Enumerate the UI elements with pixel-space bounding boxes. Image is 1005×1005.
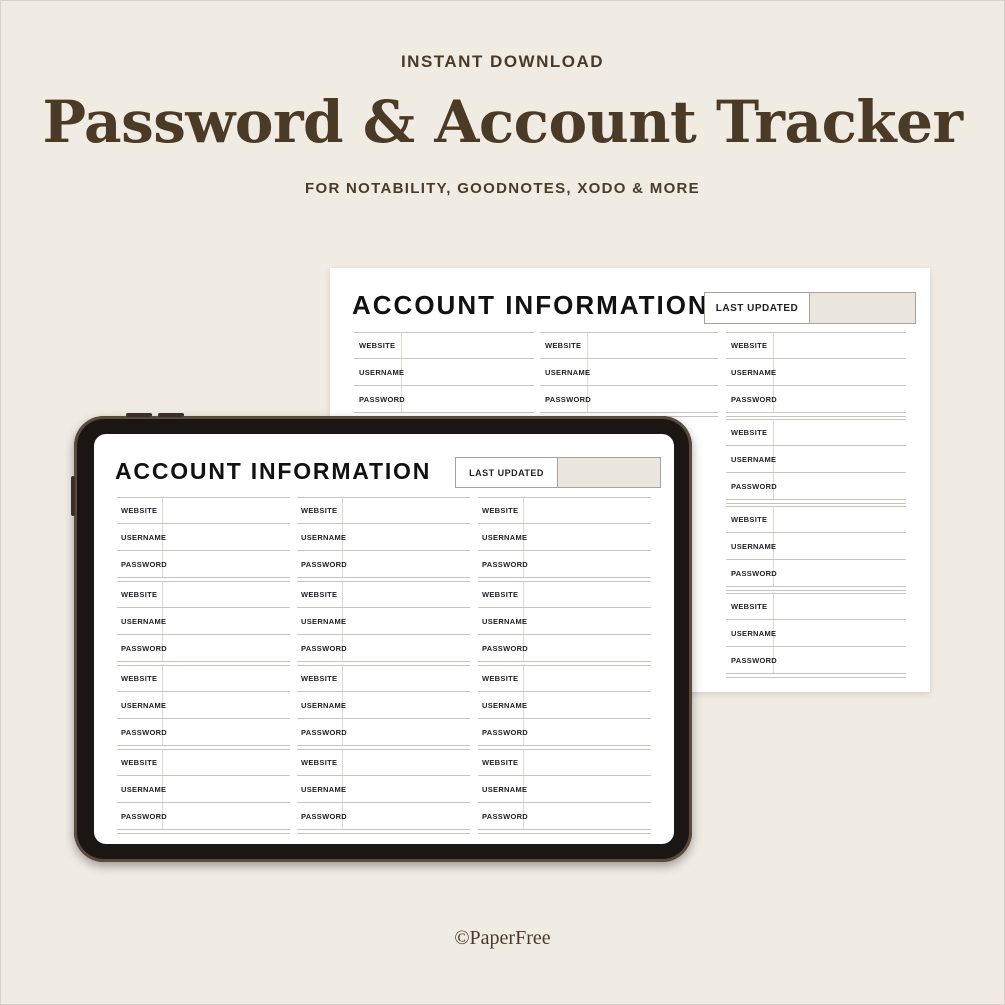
website-label: WEBSITE: [726, 419, 774, 445]
tablet-screen: [94, 434, 674, 844]
account-entry: [726, 506, 906, 587]
website-row[interactable]: [478, 749, 651, 776]
account-entry: [297, 749, 470, 830]
website-row: [540, 332, 718, 359]
password-label: PASSWORD: [726, 647, 774, 673]
username-row[interactable]: [297, 776, 470, 803]
username-label: USERNAME: [726, 620, 774, 646]
username-row: [726, 359, 906, 386]
website-label: WEBSITE: [297, 665, 343, 691]
password-row[interactable]: [478, 551, 651, 578]
account-entry: [117, 581, 290, 662]
website-row: [354, 332, 534, 359]
username-row[interactable]: [478, 776, 651, 803]
username-row[interactable]: [297, 524, 470, 551]
password-row[interactable]: [117, 551, 290, 578]
password-label: PASSWORD: [297, 635, 343, 661]
sheet-page-title: ACCOUNT INFORMATION: [352, 290, 709, 320]
username-label: USERNAME: [297, 608, 343, 634]
username-row: [354, 359, 534, 386]
username-label: USERNAME: [726, 359, 774, 385]
screen-last-updated-label: LAST UPDATED: [456, 458, 558, 487]
account-entry: [478, 749, 651, 830]
entry-double-rule: [297, 833, 470, 834]
password-row: [726, 560, 906, 587]
username-row[interactable]: [478, 692, 651, 719]
account-entry: [354, 332, 534, 413]
password-label: PASSWORD: [297, 803, 343, 829]
username-row[interactable]: [297, 608, 470, 635]
product-title: Password & Account Tracker: [42, 88, 963, 156]
entry-double-rule: [478, 833, 651, 834]
account-entry: [540, 332, 718, 413]
username-label: USERNAME: [117, 692, 163, 718]
website-row[interactable]: [297, 665, 470, 692]
password-row[interactable]: [117, 635, 290, 662]
entry-double-rule: [726, 503, 906, 504]
account-entry: [726, 419, 906, 500]
username-row[interactable]: [117, 692, 290, 719]
website-label: WEBSITE: [478, 749, 524, 775]
username-row[interactable]: [117, 524, 290, 551]
website-label: WEBSITE: [478, 665, 524, 691]
eyebrow-text: INSTANT DOWNLOAD: [400, 52, 605, 71]
username-row[interactable]: [478, 608, 651, 635]
tablet-top-button: [158, 413, 184, 417]
website-label: WEBSITE: [117, 497, 163, 523]
account-entry: [726, 332, 906, 413]
website-label: WEBSITE: [354, 332, 402, 358]
website-label: WEBSITE: [117, 581, 163, 607]
screen-last-updated: [455, 457, 661, 488]
entry-double-rule: [726, 590, 906, 591]
username-label: USERNAME: [478, 608, 524, 634]
account-entry: [117, 497, 290, 578]
password-row[interactable]: [117, 719, 290, 746]
password-row[interactable]: [478, 635, 651, 662]
password-row: [726, 473, 906, 500]
brand-copyright: ©PaperFree: [454, 927, 551, 949]
password-label: PASSWORD: [117, 803, 163, 829]
password-label: PASSWORD: [726, 560, 774, 586]
password-label: PASSWORD: [478, 551, 524, 577]
website-row: [726, 593, 906, 620]
username-row: [540, 359, 718, 386]
account-entry: [478, 497, 651, 578]
password-row: [354, 386, 534, 413]
website-row: [726, 506, 906, 533]
screen-last-updated-field[interactable]: [558, 458, 660, 487]
username-label: USERNAME: [297, 692, 343, 718]
website-label: WEBSITE: [117, 749, 163, 775]
website-row[interactable]: [478, 497, 651, 524]
username-label: USERNAME: [297, 776, 343, 802]
website-row[interactable]: [297, 581, 470, 608]
website-row[interactable]: [117, 497, 290, 524]
account-entry: [297, 581, 470, 662]
username-label: USERNAME: [117, 608, 163, 634]
username-label: USERNAME: [478, 692, 524, 718]
password-label: PASSWORD: [726, 473, 774, 499]
website-label: WEBSITE: [297, 749, 343, 775]
username-label: USERNAME: [726, 446, 774, 472]
password-row[interactable]: [478, 719, 651, 746]
password-label: PASSWORD: [354, 386, 402, 412]
website-row[interactable]: [478, 581, 651, 608]
entry-double-rule: [117, 833, 290, 834]
password-row: [726, 647, 906, 674]
username-label: USERNAME: [297, 524, 343, 550]
account-entry: [478, 581, 651, 662]
sheet-last-updated: [704, 292, 916, 324]
website-label: WEBSITE: [478, 581, 524, 607]
account-entry: [117, 749, 290, 830]
account-entry: [297, 665, 470, 746]
password-label: PASSWORD: [117, 719, 163, 745]
account-entry: [117, 665, 290, 746]
entry-double-rule: [726, 416, 906, 417]
website-label: WEBSITE: [117, 665, 163, 691]
compatibility-subtitle: FOR NOTABILITY, GOODNOTES, XODO & MORE: [305, 180, 700, 197]
tablet-top-button: [126, 413, 152, 417]
website-row[interactable]: [117, 581, 290, 608]
username-label: USERNAME: [478, 776, 524, 802]
website-row[interactable]: [297, 497, 470, 524]
password-row: [540, 386, 718, 413]
password-row[interactable]: [297, 551, 470, 578]
password-row[interactable]: [478, 803, 651, 830]
password-label: PASSWORD: [726, 386, 774, 412]
username-label: USERNAME: [540, 359, 588, 385]
website-row[interactable]: [478, 665, 651, 692]
website-row: [726, 419, 906, 446]
website-label: WEBSITE: [726, 506, 774, 532]
password-label: PASSWORD: [117, 551, 163, 577]
username-row[interactable]: [117, 776, 290, 803]
username-row: [726, 446, 906, 473]
username-label: USERNAME: [478, 524, 524, 550]
password-row: [726, 386, 906, 413]
password-row[interactable]: [297, 635, 470, 662]
website-row[interactable]: [117, 749, 290, 776]
entry-double-rule: [726, 677, 906, 678]
website-label: WEBSITE: [726, 332, 774, 358]
username-row[interactable]: [478, 524, 651, 551]
password-row[interactable]: [297, 719, 470, 746]
website-row[interactable]: [117, 665, 290, 692]
sheet-last-updated-field: [810, 293, 915, 323]
website-row: [726, 332, 906, 359]
password-label: PASSWORD: [478, 803, 524, 829]
website-label: WEBSITE: [726, 593, 774, 619]
tablet-device: [74, 416, 692, 862]
website-label: WEBSITE: [297, 497, 343, 523]
username-row[interactable]: [297, 692, 470, 719]
username-label: USERNAME: [726, 533, 774, 559]
website-label: WEBSITE: [297, 581, 343, 607]
website-row[interactable]: [297, 749, 470, 776]
username-label: USERNAME: [117, 776, 163, 802]
username-label: USERNAME: [354, 359, 402, 385]
tablet-side-button: [71, 476, 75, 516]
account-entry: [726, 593, 906, 674]
password-label: PASSWORD: [478, 719, 524, 745]
screen-page-title: ACCOUNT INFORMATION: [115, 458, 432, 484]
website-label: WEBSITE: [478, 497, 524, 523]
password-label: PASSWORD: [478, 635, 524, 661]
password-label: PASSWORD: [117, 635, 163, 661]
password-row[interactable]: [117, 803, 290, 830]
password-label: PASSWORD: [297, 719, 343, 745]
username-row: [726, 620, 906, 647]
password-row[interactable]: [297, 803, 470, 830]
password-label: PASSWORD: [297, 551, 343, 577]
username-label: USERNAME: [117, 524, 163, 550]
username-row[interactable]: [117, 608, 290, 635]
account-entry: [478, 665, 651, 746]
password-label: PASSWORD: [540, 386, 588, 412]
account-entry: [297, 497, 470, 578]
website-label: WEBSITE: [540, 332, 588, 358]
username-row: [726, 533, 906, 560]
sheet-last-updated-label: LAST UPDATED: [705, 293, 810, 323]
